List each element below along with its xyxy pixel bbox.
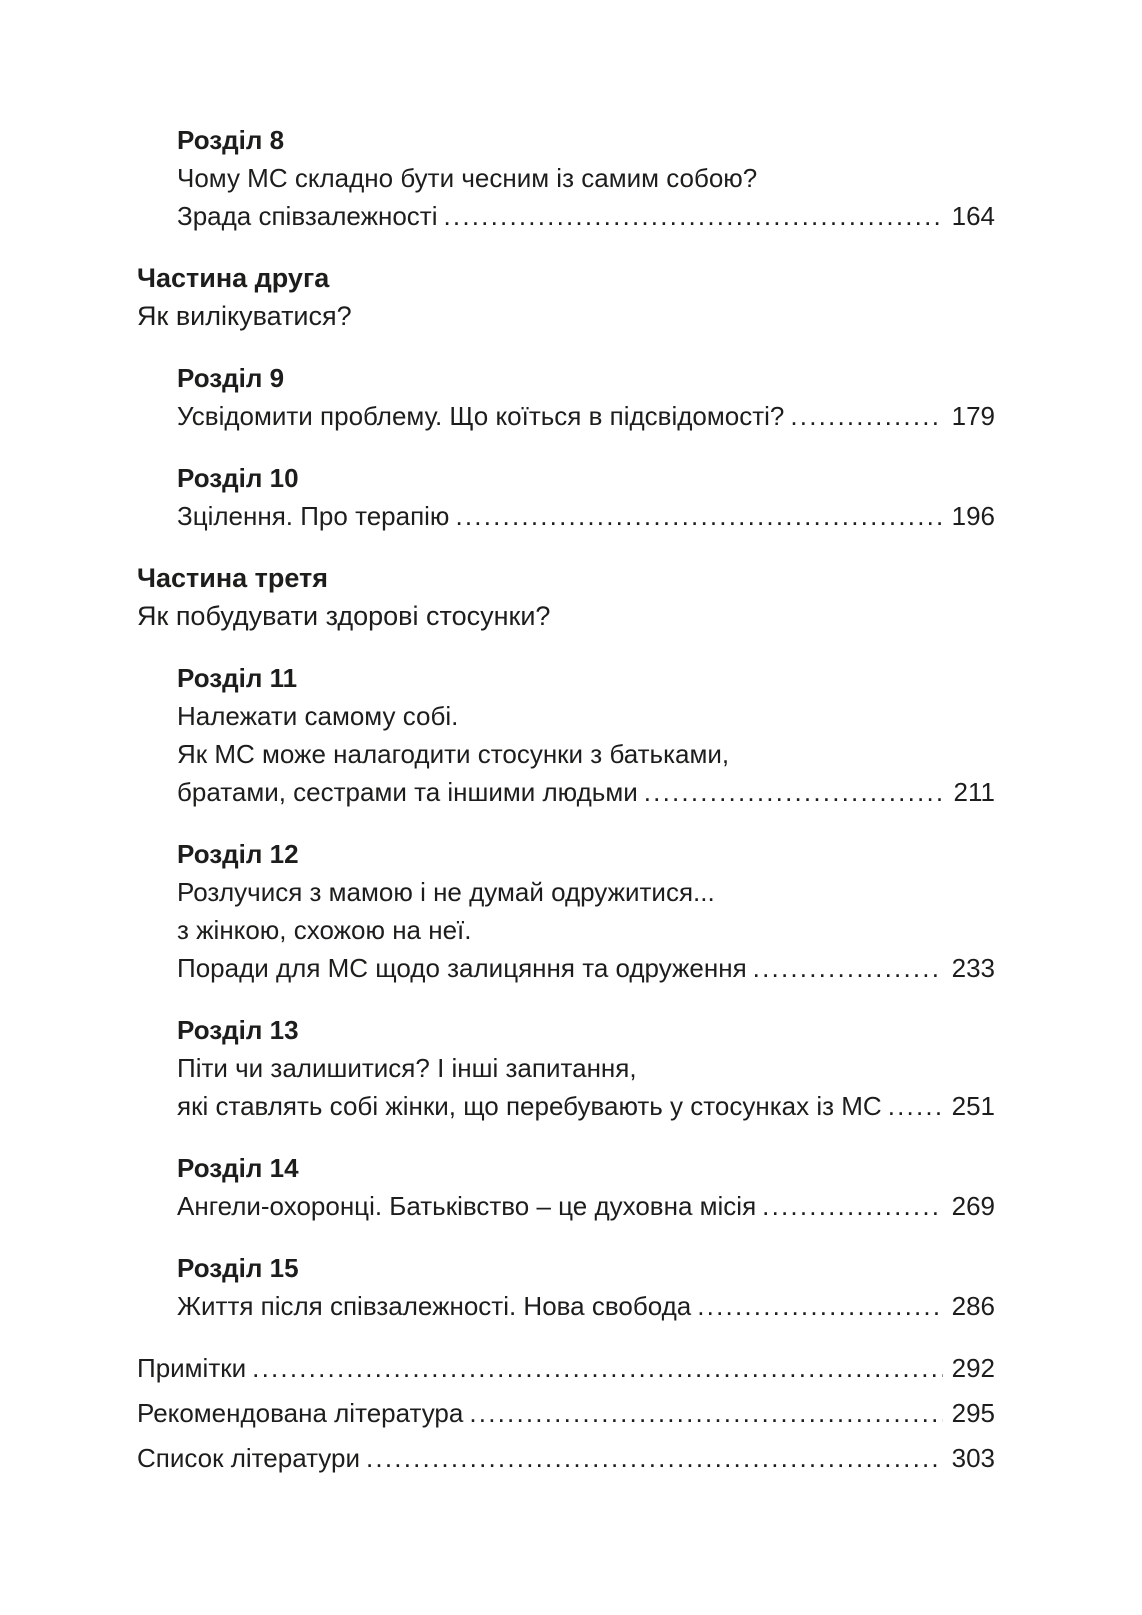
backmatter-entry-notes: [137, 1349, 995, 1387]
chapter-tail-text: Зцілення. Про терапію: [177, 501, 450, 531]
page-number: 179: [951, 401, 995, 431]
chapter-subtitle-line: Як МС може налагодити стосунки з батьками,: [177, 739, 730, 769]
dot-leader: [753, 949, 943, 987]
page-number: 286: [951, 1291, 995, 1321]
toc-part-2: [137, 259, 995, 335]
page-number: 196: [951, 501, 995, 531]
chapter-title: Розділ 9: [177, 363, 285, 393]
chapter-title: Розділ 13: [177, 1015, 299, 1045]
part-title: Частина друга: [137, 263, 330, 293]
chapter-subtitle-line: з жінкою, схожою на неї.: [177, 915, 472, 945]
toc-entry-chapter-11: [177, 659, 995, 811]
backmatter-title: Список літератури: [137, 1443, 360, 1473]
chapter-tail-text: братами, сестрами та іншими людьми: [177, 777, 638, 807]
toc-entry-chapter-9: [177, 359, 995, 435]
page-number: 292: [951, 1353, 995, 1383]
chapter-title: Розділ 8: [177, 125, 285, 155]
toc-entry-chapter-13: [177, 1011, 995, 1125]
toc-leader-row: [177, 497, 995, 535]
dot-leader: [469, 1394, 942, 1432]
toc-leader-row: [177, 197, 995, 235]
toc-entry-chapter-10: [177, 459, 995, 535]
chapter-tail-text: Ангели-охоронці. Батьківство – це духовна місія: [177, 1191, 757, 1221]
dot-leader: [644, 773, 945, 811]
backmatter-entry-bibliography: [137, 1439, 995, 1477]
page-number: 164: [951, 201, 995, 231]
chapter-tail-text: Усвідомити проблему. Що коїться в підсвідомості?: [177, 401, 785, 431]
backmatter-title: Рекомендована література: [137, 1398, 464, 1428]
toc-leader-row: [177, 1087, 995, 1125]
toc-leader-row: [177, 1187, 995, 1225]
chapter-subtitle-line: Розлучися з мамою і не думай одружитися...: [177, 877, 715, 907]
chapter-tail-text: Зрада співзалежності: [177, 201, 438, 231]
part-subtitle: Як побудувати здорові стосунки?: [137, 601, 551, 631]
part-subtitle: Як вилікуватися?: [137, 301, 352, 331]
dot-leader: [762, 1187, 942, 1225]
toc-entry-chapter-15: [177, 1249, 995, 1325]
dot-leader: [790, 397, 942, 435]
chapter-tail-text: які ставлять собі жінки, що перебувають у стосунках із МС: [177, 1091, 882, 1121]
toc-entry-chapter-14: [177, 1149, 995, 1225]
toc-part-3: [137, 559, 995, 635]
backmatter-title: Примітки: [137, 1353, 247, 1383]
chapter-title: Розділ 10: [177, 463, 299, 493]
dot-leader: [697, 1287, 942, 1325]
dot-leader: [252, 1349, 942, 1387]
toc-leader-row: [177, 397, 995, 435]
page-number: 211: [953, 777, 995, 807]
toc-leader-row: [177, 773, 995, 811]
chapter-title: Розділ 15: [177, 1253, 299, 1283]
page-number: 295: [951, 1398, 995, 1428]
dot-leader: [366, 1439, 943, 1477]
toc-entry-chapter-12: [177, 835, 995, 987]
chapter-title: Розділ 12: [177, 839, 299, 869]
dot-leader: [888, 1087, 943, 1125]
chapter-tail-text: Життя після співзалежності. Нова свобода: [177, 1291, 692, 1321]
dot-leader: [443, 197, 942, 235]
backmatter-entry-recommended-literature: [137, 1394, 995, 1432]
toc-leader-row: [177, 1287, 995, 1325]
page-number: 233: [951, 953, 995, 983]
chapter-subtitle-line: Чому МС складно бути чесним із самим собою?: [177, 163, 758, 193]
chapter-tail-text: Поради для МС щодо залицяння та одруження: [177, 953, 747, 983]
chapter-subtitle-line: Належати самому собі.: [177, 701, 459, 731]
page-number: 269: [951, 1191, 995, 1221]
chapter-subtitle-line: Піти чи залишитися? І інші запитання,: [177, 1053, 637, 1083]
toc-entry-chapter-8: [177, 121, 995, 235]
dot-leader: [455, 497, 942, 535]
chapter-title: Розділ 11: [177, 663, 298, 693]
toc-leader-row: [177, 949, 995, 987]
page-number: 303: [951, 1443, 995, 1473]
part-title: Частина третя: [137, 563, 329, 593]
chapter-title: Розділ 14: [177, 1153, 299, 1183]
page-number: 251: [951, 1091, 995, 1121]
toc-backmatter: [137, 1349, 995, 1477]
